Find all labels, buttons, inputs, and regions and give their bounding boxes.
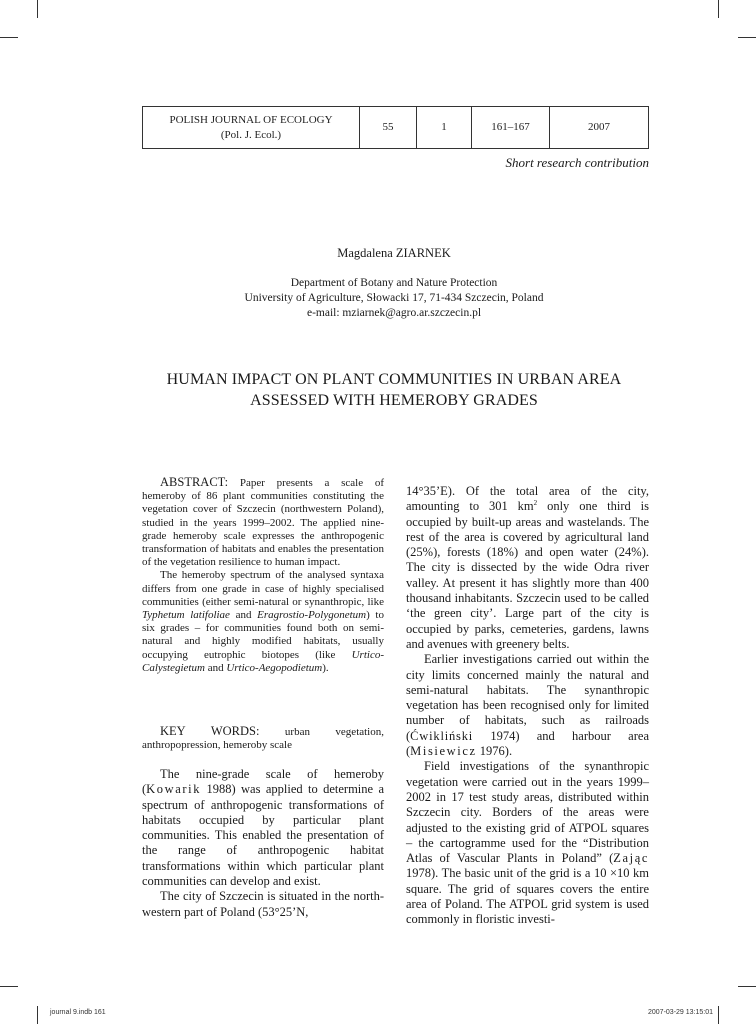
abstract-paragraph-2 [142, 569, 384, 675]
body-paragraph-1 [142, 767, 384, 889]
contribution-type: Short research contribution [505, 155, 649, 170]
body-paragraph-4 [406, 652, 649, 759]
abstract-syntaxon-1: Typhetum latifoliae [142, 609, 230, 622]
crop-mark-top-left [37, 0, 38, 18]
citation-kowarik: Kowarik [146, 782, 202, 797]
crop-mark-bottom-left-h [0, 986, 18, 987]
body-text-5a: Field investigations of the synanthropic vegetation were carried out in the years 1999–2002 in 17 test study areas, distributed within Szczecin city. Borders of the areas were adjusted to the existing grid of ATPOL squares – the cartogramme used for the “Distribution Atlas of Vascular Plants in Poland” ( [406, 759, 649, 866]
body-text-1a: The nine-grade scale of hemeroby ( [142, 767, 384, 797]
journal-name-cell [143, 107, 360, 149]
abstract-paragraph-1 [142, 476, 384, 569]
paper-title [0, 369, 756, 411]
affiliation [0, 276, 756, 321]
journal-issue: 1 [417, 107, 472, 149]
citation-cwiklinski: Ćwikliński [410, 728, 474, 743]
paper-title-line-1: HUMAN IMPACT ON PLANT COMMUNITIES IN URBAN AREA [166, 371, 622, 388]
journal-year: 2007 [550, 107, 649, 149]
affiliation-department: Department of Botany and Nature Protection [290, 277, 498, 289]
body-text-1b: 1988) was applied to determine a spectrum of anthropogenic transformations of habitats occupied by particular plant communities. This enabled the presentation of the range of anthropogenic habitat transformations within which particular plant communities can develop and exist. [142, 782, 384, 889]
affiliation-email: e-mail: mziarnek@agro.ar.szczecin.pl [306, 307, 482, 319]
abstract-text-2a: The hemeroby spectrum of the analysed syntaxa differs from one grade in case of highly specialised communities (either semi-natural or synanthropic, like [142, 569, 384, 608]
body-text-3a: 14°35’E). Of the total area of the city, amounting to 301 km [406, 484, 649, 514]
body-paragraph-3 [406, 484, 649, 652]
journal-name: POLISH JOURNAL OF ECOLOGY [169, 113, 333, 126]
citation-zajac: Zając [613, 851, 649, 866]
abstract-label: ABSTRACT: [160, 475, 229, 489]
abstract-text-1: Paper presents a scale of hemeroby of 86 plant communities constituting the vegetation cover of Szczecin (northwestern Poland), studied in the years 1999–2002. The applied nine-grade hemeroby scale expresses the anthropogenic transformation of habitats and enables the presentation of the vegetation resilience to human impact. [142, 477, 384, 569]
abstract [142, 476, 384, 675]
footer-file-info: journal 9.indb 161 [50, 1009, 106, 1016]
abstract-text-2b: and [235, 609, 252, 622]
keywords-text: urban vegetation, anthropopression, hemeroby scale [142, 726, 384, 752]
abstract-text-2e: ). [322, 661, 329, 674]
left-column-body [142, 767, 384, 920]
crop-mark-top-right-h [738, 37, 756, 38]
keywords-paragraph [142, 725, 384, 752]
journal-pages: 161–167 [472, 107, 550, 149]
footer-timestamp: 2007-03-29 13:15:01 [648, 1009, 713, 1016]
abstract-text-2c: ) to six grades – for communities found both on semi-natural and highly modified habitats, usually occupying eutrophic biotopes (like [142, 609, 384, 661]
citation-misiewicz: Misiewicz [410, 744, 477, 759]
crop-mark-bottom-left [37, 1006, 38, 1024]
crop-mark-top-left-h [0, 37, 18, 38]
affiliation-university: University of Agriculture, Słowacki 17, 71-434 Szczecin, Poland [244, 292, 544, 304]
body-text-4a: Earlier investigations carried out within the city limits concerned mainly the natural and semi-natural habitats. The synanthropic vegetation has been recognised only for limited number of habitats, such as railroads ( [406, 652, 649, 743]
keywords [142, 725, 384, 752]
crop-mark-bottom-right [718, 1006, 719, 1024]
body-paragraph-2: The city of Szczecin is situated in the north-western part of Poland (53°25’N, [142, 889, 384, 919]
body-text-4b: 1974) and harbour area ( [406, 728, 649, 759]
crop-mark-bottom-right-h [738, 986, 756, 987]
body-paragraph-5 [406, 759, 649, 927]
journal-header-table [142, 106, 649, 149]
body-text-3b: only one third is occupied by built-up areas and wastelands. The rest of the area is covered by agricultural land (25%), forests (18%) and open water (24%). The city is dissected by the wide Odra river valley. At present it has slightly more than 400 thousand inhabitants. Szczecin used to be called ‘the green city’. Large part of the city is occupied by parks, cemeteries, gardens, lawns and avenues with greenery belts. [406, 499, 650, 651]
superscript-2: 2 [533, 499, 538, 508]
paper-title-line-2: ASSESSED WITH HEMEROBY GRADES [250, 392, 538, 409]
abstract-syntaxon-4: Urtico-Aegopodietum [226, 661, 323, 674]
abstract-syntaxon-3: Urtico-Calystegietum [142, 648, 384, 674]
body-text-5b: 1978). The basic unit of the grid is a 10 ×10 km square. The grid of squares covers the entire area of Poland. The ATPOL grid system is used commonly in floristic investi- [406, 866, 649, 927]
right-column-body [406, 484, 649, 928]
journal-volume: 55 [360, 107, 417, 149]
author-name: Magdalena ZIARNEK [337, 246, 451, 260]
crop-mark-top-right [718, 0, 719, 18]
abstract-syntaxon-2: Eragrostio-Polygonetum [257, 609, 367, 622]
body-text-4c: 1976). [479, 744, 513, 759]
journal-abbreviation: (Pol. J. Ecol.) [220, 128, 282, 141]
abstract-text-2d: and [207, 661, 224, 674]
keywords-label: KEY WORDS: [160, 724, 260, 738]
